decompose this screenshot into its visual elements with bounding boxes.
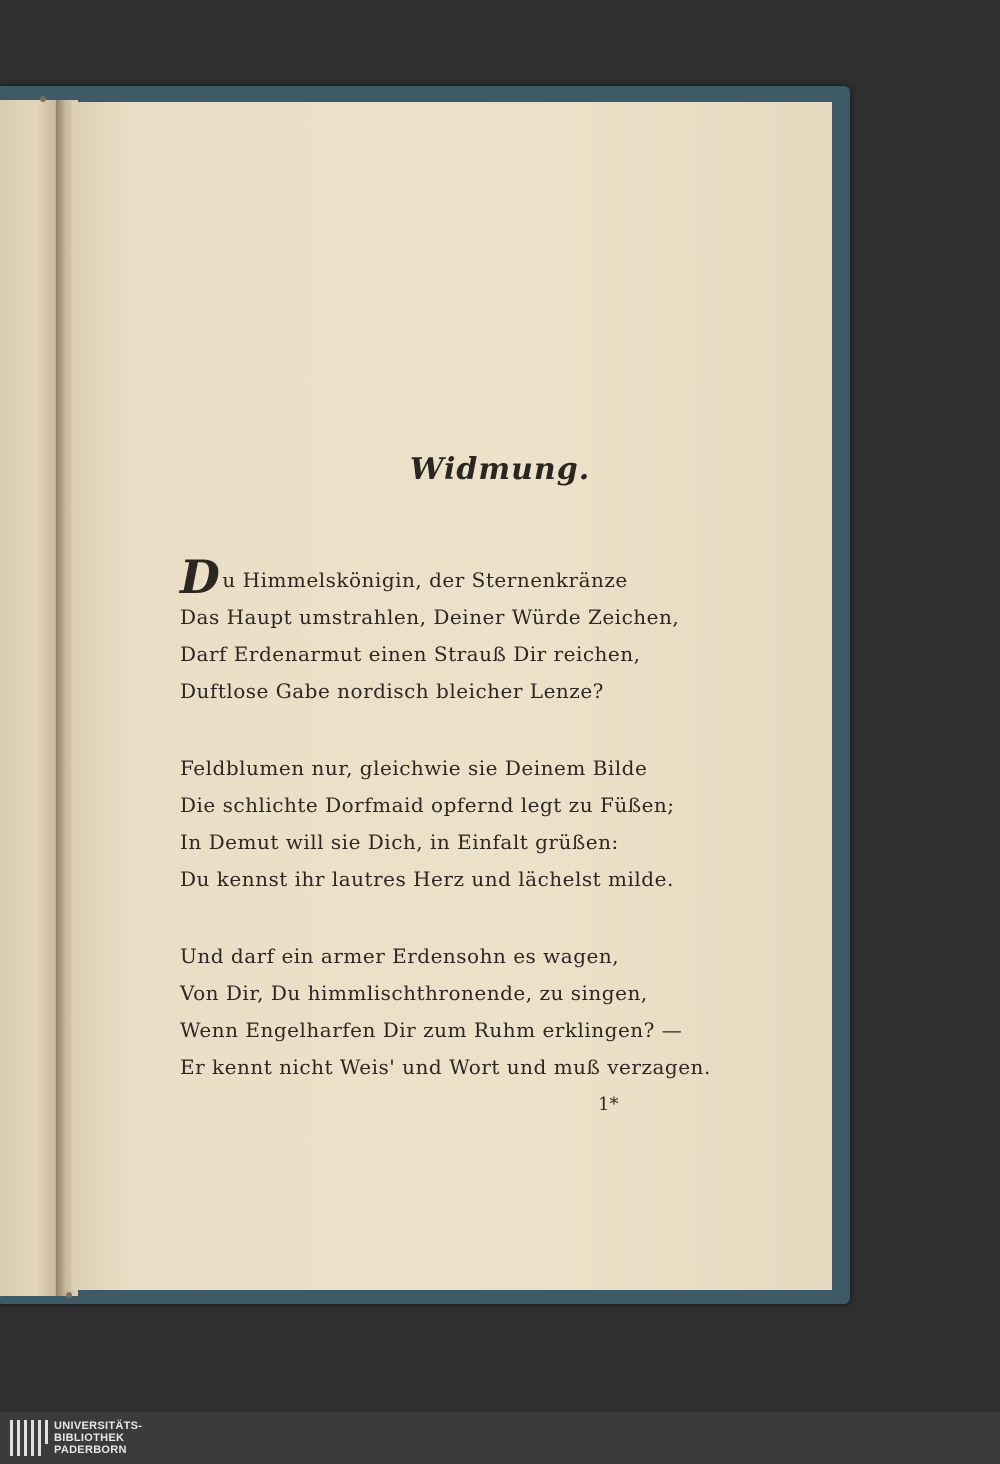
poem-line: Duftlose Gabe nordisch bleicher Lenze? [180, 679, 604, 703]
spine-stitch [40, 96, 46, 102]
library-logo-text[interactable] [54, 1420, 142, 1456]
poem-line: Die schlichte Dorfmaid opfernd legt zu Füßen; [180, 793, 675, 817]
drop-cap: D [180, 550, 221, 604]
page-title: Widmung. [409, 452, 591, 487]
poem-line: In Demut will sie Dich, in Einfalt grüßen: [180, 830, 619, 854]
poem [180, 550, 711, 1126]
spine-stitch [66, 1292, 72, 1298]
library-logo-icon [10, 1420, 48, 1456]
poem-line: Er kennt nicht Weis' und Wort und muß verzagen. [180, 1055, 711, 1079]
poem-line: Von Dir, Du himmlischthronende, zu singen, [180, 981, 648, 1005]
stanza-2 [180, 750, 700, 898]
poem-line: Das Haupt umstrahlen, Deiner Würde Zeichen, [180, 605, 680, 629]
logo-line: PADERBORN [54, 1444, 127, 1456]
poem-line [180, 550, 700, 604]
logo-line: UNIVERSITÄTS- [54, 1420, 143, 1432]
poem-line: Darf Erdenarmut einen Strauß Dir reichen, [180, 642, 641, 666]
footer-bar [0, 1412, 1000, 1464]
left-page [0, 100, 60, 1296]
poem-line: Wenn Engelharfen Dir zum Ruhm erklingen? — [180, 1018, 683, 1042]
logo-line: BIBLIOTHEK [54, 1432, 125, 1444]
poem-line-text: u Himmelskönigin, der Sternenkränze [222, 568, 628, 592]
stanza-1 [180, 550, 700, 710]
poem-line: Feldblumen nur, gleichwie sie Deinem Bilde [180, 756, 648, 780]
poem-line: Und darf ein armer Erdensohn es wagen, [180, 944, 620, 968]
signature-mark: 1* [598, 1094, 619, 1115]
poem-line: Du kennst ihr lautres Herz und lächelst milde. [180, 867, 674, 891]
stanza-3 [180, 938, 711, 1086]
